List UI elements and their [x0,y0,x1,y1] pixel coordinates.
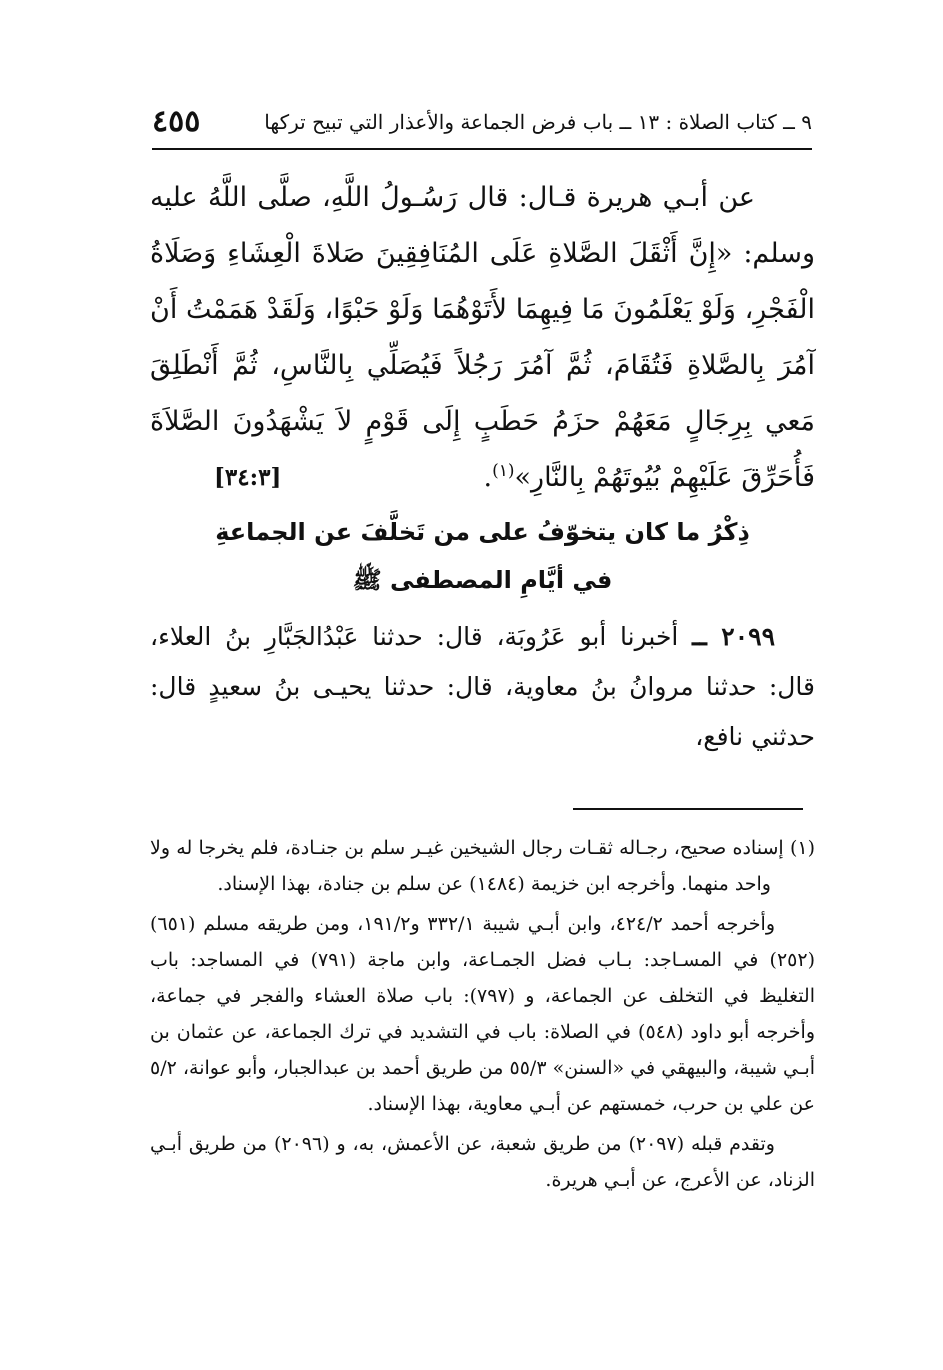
footnote-reference: (١) [492,461,515,481]
header-divider [152,148,812,150]
main-text [150,170,815,506]
running-title: ٩ ــ كتاب الصلاة : ١٣ ــ باب فرض الجماعة والأعذار التي تبيح تركها [264,110,812,134]
page-header [152,104,812,148]
page-number: ٤٥٥ [152,104,201,139]
hadith-number: ٢٠٩٩ ــ [692,622,776,651]
citation-reference: [٣٤:٣] [214,464,282,491]
footnote-1-paragraph-2: وأخرجه أحمد ٤٢٤/٢، وابن أبـي شيبة ٣٣٢/١ و١٩١/٢، ومن طريقه مسلم (٦٥١) (٢٥٢) في المسـاجد: بـاب فضل الجمـاعة، وابن ماجة (٧٩١) في المساجد: باب التغليظ في التخلف عن الجماعة، و (٧٩٧): باب صلاة العشاء والفجر في جماعة، وأخرجه أبو داود (٥٤٨) في الصلاة: باب في التشديد في ترك الجماعة، عن عثمان بن أبـي شيبة، والبيهقي في «السنن» ٥٥/٣ من طريق أحمد بن عبدالجبار، وأبو عوانة، ٥/٢ عن علي بن حرب، خمستهم عن أبـي معاوية، بهذا الإسناد. [150,913,816,1115]
closing-punctuation: . [483,462,493,493]
footnote-1 [150,830,815,902]
footnote-1-paragraph-3: وتقدم قبله (٢٠٩٧) من طريق شعبة، عن الأعمش، به، و (٢٠٩٦) من طريق أبـي الزناد، عن الأعرج، عن أبـي هريرة. [150,1133,815,1191]
section-heading [150,508,815,604]
footnotes [150,830,815,1202]
hadith-paragraph [150,170,815,506]
hadith-2099-paragraph [150,612,815,762]
heading-line-1: ذِكْرُ ما كان يتخوّفُ على من تَخلَّفَ عن الجماعةِ [215,518,750,546]
hadith-chain: أخبرنا أبو عَرُوبَة، قال: حدثنا عَبْدُالجَبَّارِ بنُ العلاء، قال: حدثنا مروانُ بنُ معاوية، قال: حدثنا يحيـى بنُ سعيدٍ قال: حدثني نافع، [150,622,815,751]
hadith-body: عن أبـي هريرة قـال: قال رَسُـولُ اللَّهِ، صلَّى اللَّهُ عليه وسلم: «إِنَّ أَثْقَلَ الصَّلاةِ عَلَى المُنَافِقِينَ صَلاةَ الْعِشَاءِ وَصَلَاةُ الْفَجْرِ، وَلَوْ يَعْلَمُونَ مَا فِيهِمَا لأَتَوْهُمَا وَلَوْ حَبْوًا، وَلَقَدْ هَمَمْتُ أَنْ آمُرَ بِالصَّلاةِ فَتُقَامَ، ثُمَّ آمُرَ رَجُلاً فَيُصَلِّي بِالنَّاسِ، ثُمَّ أَنْطَلِقَ مَعي بِرِجَالٍ مَعَهُمْ حزَمُ حَطَبٍ إِلَى قَوْمٍ لاَ يَشْهَدُونَ الصَّلاَةَ فَأُحَرِّقَ عَلَيْهِمْ بُيُوتَهُمْ بِالنَّارِ» [150,182,815,493]
footnote-1-text: إسناده صحيح، رجـاله ثقـات رجال الشيخين غيـر سلم بن جنـادة، فلم يخرجا له ولا واحد منهما. وأخرجه ابن خزيمة (١٤٨٤) عن سلم بن جنادة، بهذا الإسناد. [150,837,784,895]
footnote-divider [573,808,803,810]
heading-line-2: في أيَّامِ المصطفى ﷺ [352,566,613,594]
footnote-1-marker: (١) [789,837,815,859]
hadith-2099 [150,612,815,762]
